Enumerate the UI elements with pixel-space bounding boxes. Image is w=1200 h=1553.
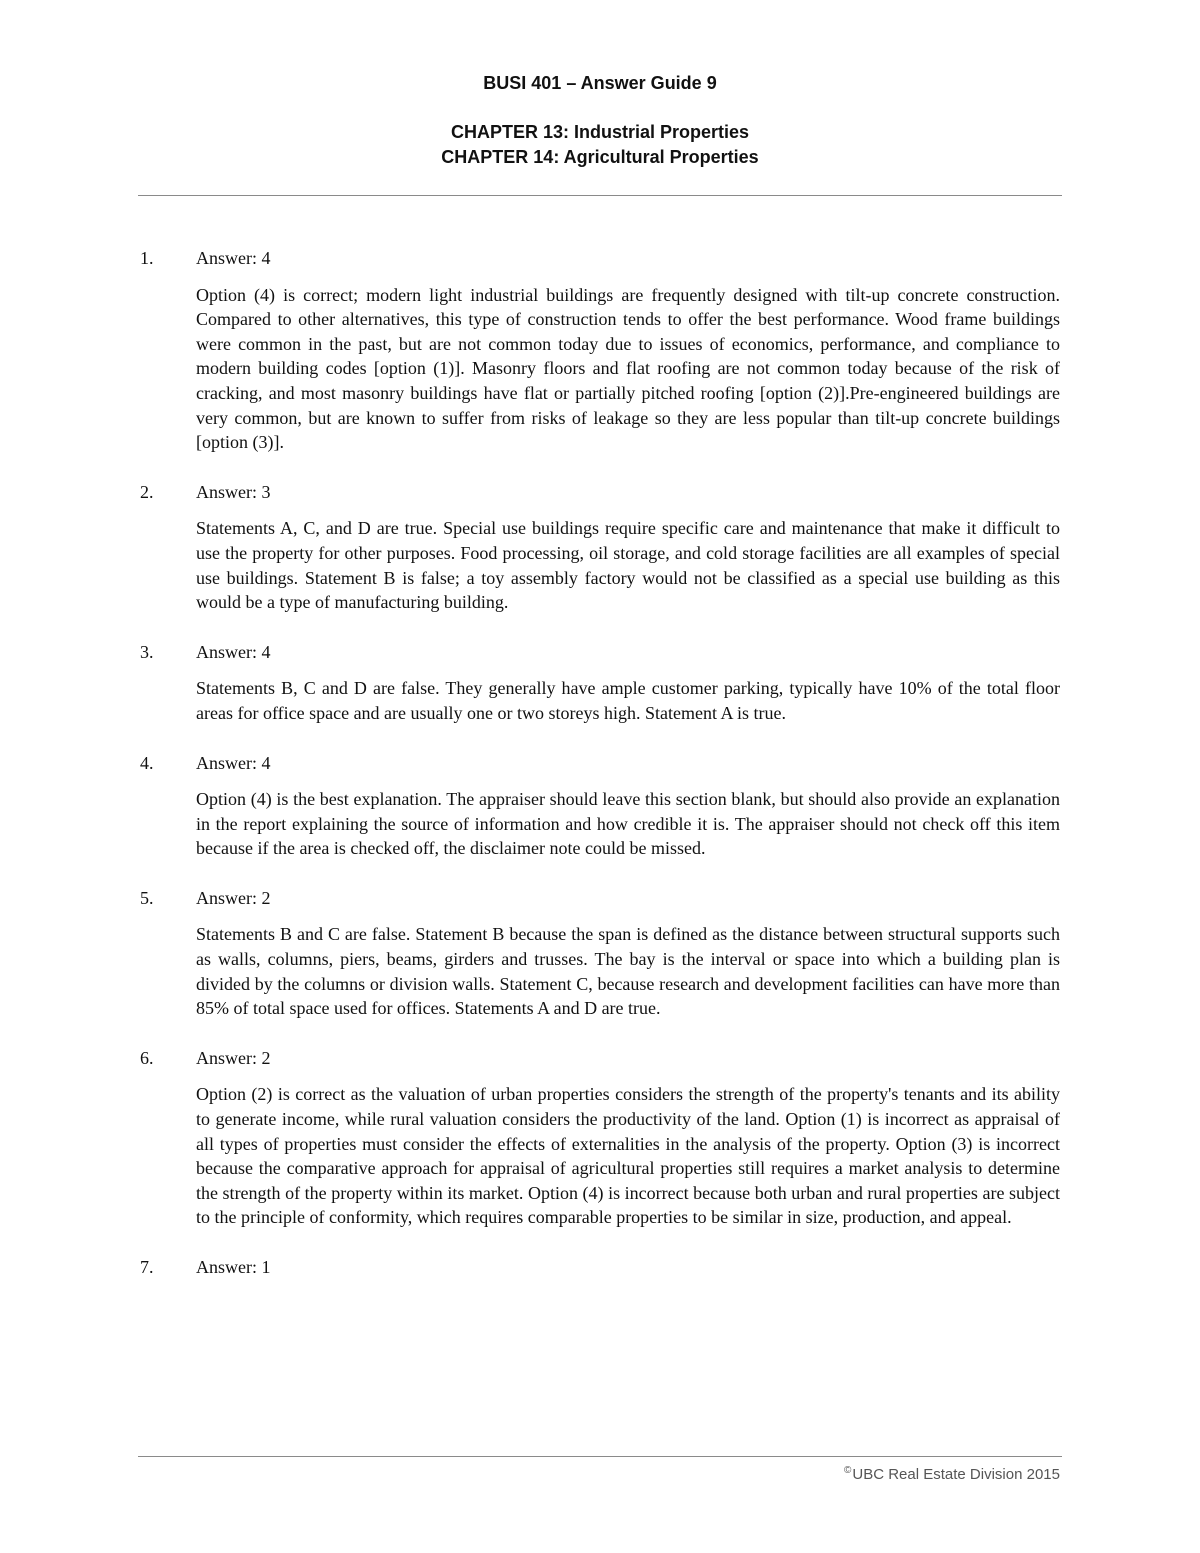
- chapter-14-heading: CHAPTER 14: Agricultural Properties: [441, 147, 759, 167]
- footer-text: UBC Real Estate Division 2015: [852, 1466, 1060, 1483]
- answer-item-6: [140, 1046, 1060, 1230]
- item-number: 6.: [140, 1047, 154, 1068]
- item-answer: Answer: 2: [196, 1047, 271, 1068]
- item-number: 5.: [140, 887, 154, 908]
- item-explanation: Statements A, C, and D are true. Special use buildings require specific care and maintenance that make it difficult to use the property for other purposes. Food processing, oil storage, and cold storage facilities are all examples of special use buildings. Statement B is false; a toy assembly factory would not be classified as a special use building as this would be a type of manufacturing building.: [196, 518, 1060, 613]
- item-answer: Answer: 4: [196, 641, 271, 662]
- item-answer: Answer: 4: [196, 752, 271, 773]
- answer-item-2: [140, 480, 1060, 615]
- item-answer: Answer: 1: [196, 1257, 271, 1277]
- item-explanation: Option (4) is the best explanation. The appraiser should leave this section blank, but should also provide an explanation in the report explaining the source of information and how credible it is. The appraiser should not check off this item because if the area is checked off, the disclaimer note could be missed.: [196, 789, 1060, 859]
- item-number: 4.: [140, 752, 154, 773]
- item-number: 7.: [140, 1257, 154, 1277]
- document-title: BUSI 401 – Answer Guide 9: [483, 73, 717, 93]
- copyright-icon: ©: [844, 1465, 852, 1476]
- item-answer: Answer: 4: [196, 248, 271, 268]
- answer-list: [140, 246, 1060, 1305]
- item-explanation: Statements B and C are false. Statement B because the span is defined as the distance between structural supports such as walls, columns, piers, beams, girders and trusses. The bay is the interval or space into which a building plan is divided by the columns or division walls. Statement C, because research and development facilities can have more than 85% of total space used for offices. Statements A and D are true.: [196, 924, 1060, 1019]
- answer-item-3: [140, 640, 1060, 726]
- footer-divider: [138, 1456, 1062, 1457]
- item-answer: Answer: 3: [196, 481, 271, 502]
- answer-item-4: [140, 751, 1060, 861]
- item-number: 3.: [140, 641, 154, 662]
- item-explanation: Statements B, C and D are false. They generally have ample customer parking, typically have 10% of the total floor areas for office space and are usually one or two storeys high. Statement A is true.: [196, 678, 1060, 723]
- item-answer: Answer: 2: [196, 887, 271, 908]
- footer-copyright: [844, 1465, 1060, 1483]
- answer-item-7: [140, 1255, 1060, 1280]
- item-number: 1.: [140, 248, 154, 268]
- answer-item-5: [140, 886, 1060, 1021]
- header-divider: [138, 195, 1062, 196]
- item-number: 2.: [140, 481, 154, 502]
- answer-item-1: [140, 246, 1060, 455]
- item-explanation: Option (4) is correct; modern light industrial buildings are frequently designed with tilt-up concrete construction. Compared to other alternatives, this type of construction tends to offer the best performance. Wood frame buildings were common in the past, but are not common today due to issues of economics, performance, and compliance to modern building codes [option (1)]. Masonry floors and flat roofing are not common today because of the risk of cracking, and most masonry buildings have flat or partially pitched roofing [option (2)].Pre-engineered buildings are very common, but are known to suffer from risks of leakage so they are less popular than tilt-up concrete buildings [option (3)].: [196, 284, 1060, 453]
- chapter-13-heading: CHAPTER 13: Industrial Properties: [450, 122, 750, 142]
- item-explanation: Option (2) is correct as the valuation of urban properties considers the strength of the property's tenants and its ability to generate income, while rural valuation considers the productivity of the land. Option (1) is incorrect as appraisal of all types of properties must consider the effects of externalities in the analysis of the property. Option (3) is incorrect because the comparative approach for appraisal of agricultural properties still requires a market analysis to determine the strength of the property within its market. Option (4) is incorrect because both urban and rural properties are subject to the principle of conformity, which requires comparable properties to be similar in size, production, and appeal.: [196, 1084, 1060, 1228]
